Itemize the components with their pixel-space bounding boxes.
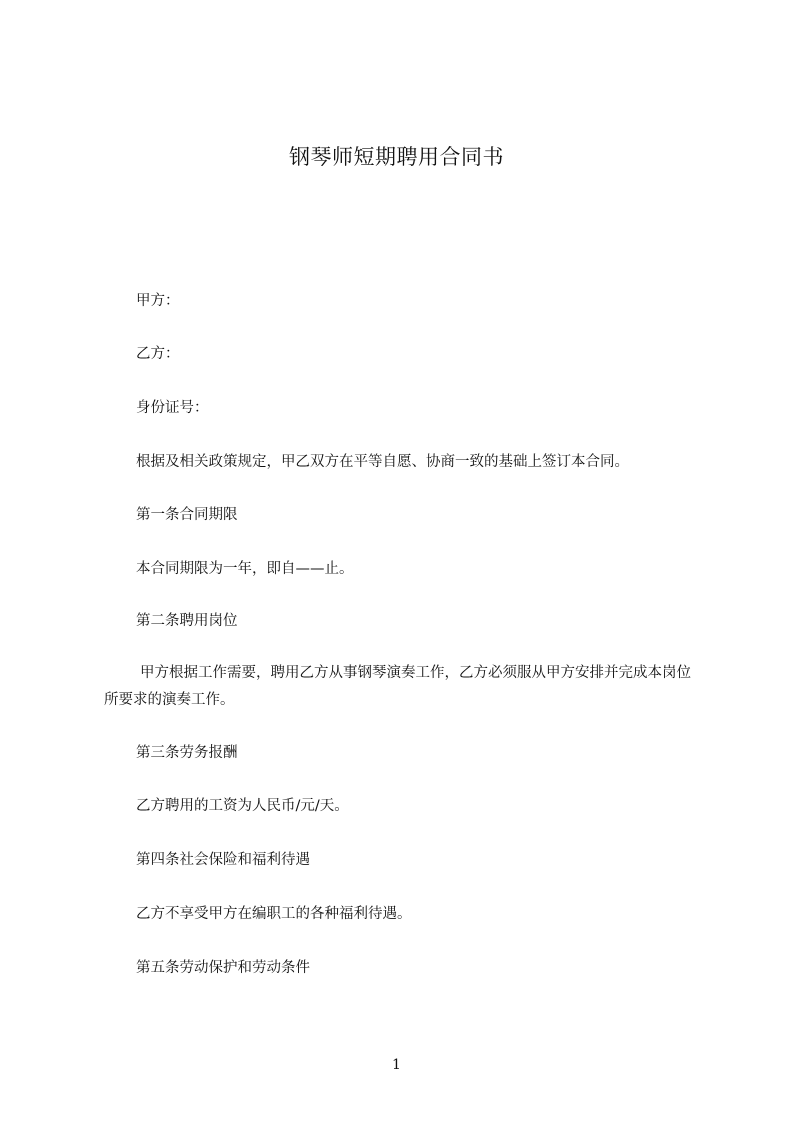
party-b-label: 乙方： xyxy=(136,346,180,362)
article4-body: 乙方不享受甲方在编职工的各种福利待遇。 xyxy=(136,906,412,922)
article1-heading: 第一条合同期限 xyxy=(136,507,238,523)
article5-heading: 第五条劳动保护和劳动条件 xyxy=(136,960,310,976)
article3-heading: 第三条劳务报酬 xyxy=(136,745,238,761)
article4-heading: 第四条社会保险和福利待遇 xyxy=(136,852,310,868)
article2-heading: 第二条聘用岗位 xyxy=(136,613,238,629)
article1-body: 本合同期限为一年，即自——止。 xyxy=(136,561,354,577)
party-a-label: 甲方： xyxy=(136,293,180,309)
article2-body xyxy=(104,660,704,714)
document-title: 钢琴师短期聘用合同书 xyxy=(289,145,504,169)
article3-body: 乙方聘用的工资为人民币/元/天。 xyxy=(136,798,349,814)
preamble-text: 根据及相关政策规定，甲乙双方在平等自愿、协商一致的基础上签订本合同。 xyxy=(136,454,629,470)
page-number: 1 xyxy=(392,1057,401,1073)
article2-body-text: 甲方根据工作需要，聘用乙方从事钢琴演奏工作，乙方必须服从甲方安排并完成本岗位所要求的演奏工作。 xyxy=(104,665,691,708)
id-number-label: 身份证号： xyxy=(136,400,209,416)
